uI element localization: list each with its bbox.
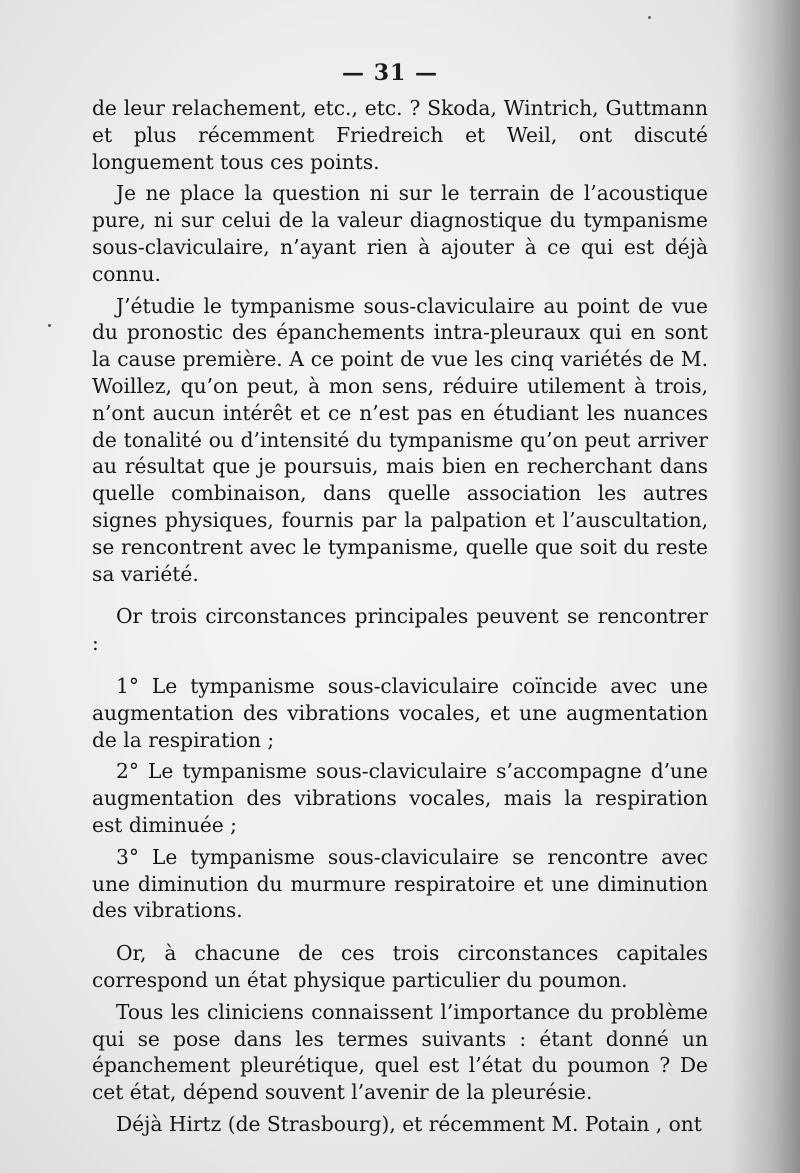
list-item-2: 2° Le tympanisme sous-claviculaire s’accompagne d’une augmentation des vibrations vocales, mais la respiration est diminuée ;	[92, 759, 708, 837]
paragraph: J’étudie le tympanisme sous-claviculaire au point de vue du pronostic des épanchements intra-pleuraux qui en sont la cause première. A ce point de vue les cinq variétés de M. Woillez, qu’on peut, à mon sens, réduire utilement à trois, n’ont aucun intérêt et ce n’est pas en étudiant les nuances de tonalité ou d’intensité du tympanisme qu’on peut arriver au résultat que je poursuis, mais bien en recherchant dans quelle combinaison, dans quelle association les autres signes physiques, fournis par la palpation et l’auscultation, se rencontrent avec le tympanisme, quelle que soit du reste sa variété.	[92, 293, 708, 586]
page-number: — 31 —	[342, 60, 438, 86]
list-item-1: 1° Le tympanisme sous-claviculaire coïncide avec une augmentation des vibrations vocales, et une augmentation de la respiration ;	[92, 673, 708, 752]
page-body	[92, 95, 708, 1143]
print-speck	[48, 324, 51, 327]
paragraph: Déjà Hirtz (de Strasbourg), et récemment M. Potain , ont	[116, 1111, 702, 1136]
paragraph: Tous les cliniciens connaissent l’importance du problème qui se pose dans les termes suivants : étant donné un épanchement pleurétique, quel est l’état du poumon ? De cet état, dépend souvent l’avenir de la pleurésie.	[92, 999, 708, 1105]
print-speck	[648, 16, 651, 19]
paragraph: Je ne place la question ni sur le terrain de l’acoustique pure, ni sur celui de la valeur diagnostique du tympanisme sous-claviculaire, n’ayant rien à ajouter à ce qui est déjà connu.	[92, 181, 708, 286]
paragraph: Or, à chacune de ces trois circonstances capitales correspond un état physique particulier du poumon.	[92, 941, 708, 992]
page-edge-shadow	[730, 0, 800, 1173]
list-item-3: 3° Le tympanisme sous-claviculaire se rencontre avec une diminution du murmure respiratoire et une diminution des vibrations.	[92, 844, 708, 923]
paragraph: Or trois circonstances principales peuvent se rencontrer :	[92, 604, 708, 656]
paragraph-continuation: de leur relachement, etc., etc. ? Skoda, Wintrich, Guttmann et plus récemment Friedreich et Weil, ont discuté longuement tous ces points.	[92, 96, 708, 174]
